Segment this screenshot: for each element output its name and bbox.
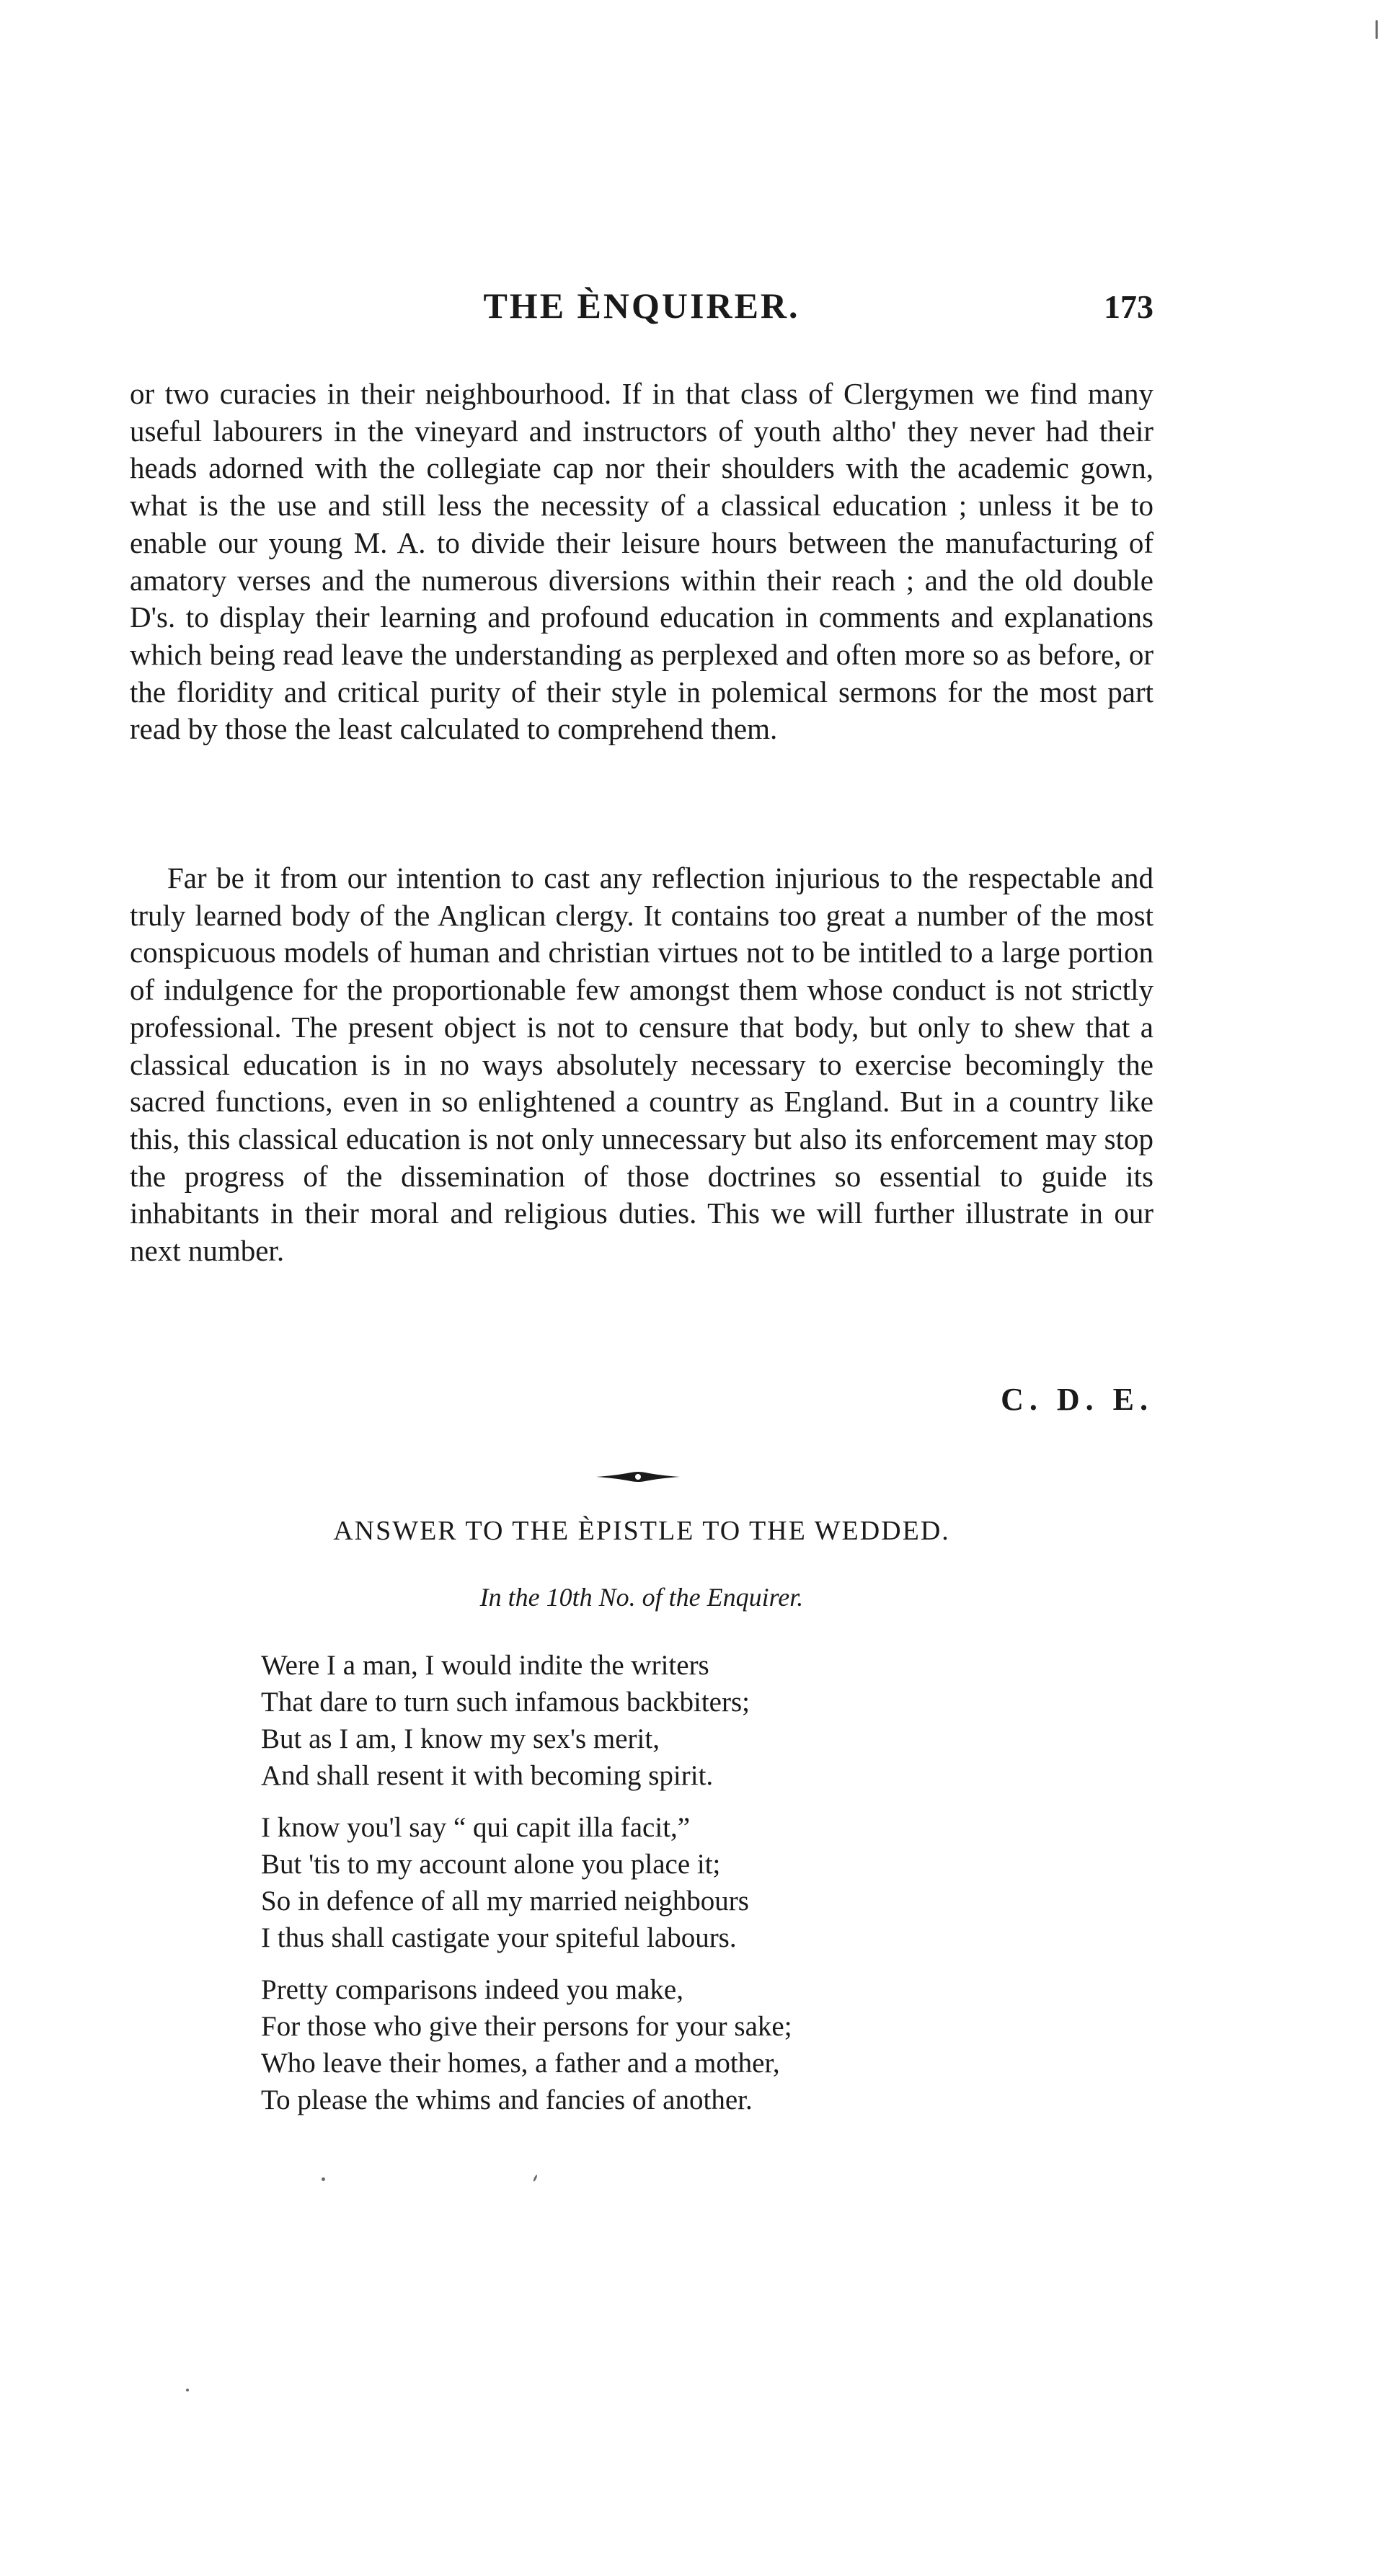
poem-line: To please the whims and fancies of another. <box>261 2084 753 2115</box>
poem-line: Pretty comparisons indeed you make, <box>261 1974 683 2005</box>
poem-stanza-1 <box>261 1647 1054 1794</box>
page-header <box>130 285 1153 335</box>
article-paragraph-2: Far be it from our intention to cast any reflection injurious to the respectable and truly learned body of the Anglican clergy. It contains too great a number of the most conspicuous models of human and christian virtues not to be intitled to a large portion of indulgence for the proportionable few amongst them whose conduct is not strictly professional. The present object is not to censure that body, but only to shew that a classical education is in no ways absolutely necessary to exercise becomingly the sacred functions, even in so enlightened a country as England. But in a country like this, this classical education is not only unnecessary but also its enforcement may stop the progress of the dissemination of those doctrines so essential to guide its inhabitants in their moral and religious duties. This we will further illustrate in our next number. <box>130 861 1153 1268</box>
poem-line: That dare to turn such infamous backbiters; <box>261 1687 750 1718</box>
scan-speck <box>533 2175 538 2182</box>
poem-line: But as I am, I know my sex's merit, <box>261 1723 660 1754</box>
running-title: THE ÈNQUIRER. <box>483 285 800 326</box>
poem-stanza-2 <box>261 1809 1054 1956</box>
page-number: 173 <box>1104 288 1153 325</box>
poem-line: I thus shall castigate your spiteful labours. <box>261 1922 737 1953</box>
scan-speck <box>186 2389 189 2391</box>
poem-line: And shall resent it with becoming spirit. <box>261 1760 714 1791</box>
article-paragraph-1: or two curacies in their neighbourhood. If in that class of Clergymen we find many useful labourers in the vineyard and instructors of youth altho' they never had their heads adorned with the collegiate cap nor their shoulders with the academic gown, what is the use and still less the necessity of a classical education ; unless it be to enable our young M. A. to divide their leisure hours between the manufacturing of amatory verses and the numerous diversions within their reach ; and the old double D's. to display their learning and profound education in comments and explanations which being read leave the understanding as perplexed and often more so as before, or the floridity and critical purity of their style in polemical sermons for the most part read by those the least calculated to comprehend them. <box>130 377 1153 746</box>
poem-line: So in defence of all my married neighbours <box>261 1886 749 1917</box>
poem-line: Were I a man, I would indite the writers <box>261 1650 709 1681</box>
poem-stanza-3 <box>261 1971 1054 2118</box>
poem-line: But 'tis to my account alone you place it; <box>261 1849 721 1880</box>
scan-speck <box>1376 20 1378 39</box>
section-divider-ornament <box>595 1468 681 1485</box>
poem-title: ANSWER TO THE ÈPISTLE TO THE WEDDED. <box>333 1516 950 1546</box>
poem-subtitle: In the 10th No. of the Enquirer. <box>479 1583 804 1612</box>
poem-line: For those who give their persons for your sake; <box>261 2011 792 2042</box>
poem-line: Who leave their homes, a father and a mother, <box>261 2048 780 2079</box>
scan-speck <box>322 2177 325 2181</box>
poem-line: I know you'l say “ qui capit illa facit,” <box>261 1812 691 1843</box>
author-signature: C. D. E. <box>1001 1382 1153 1417</box>
